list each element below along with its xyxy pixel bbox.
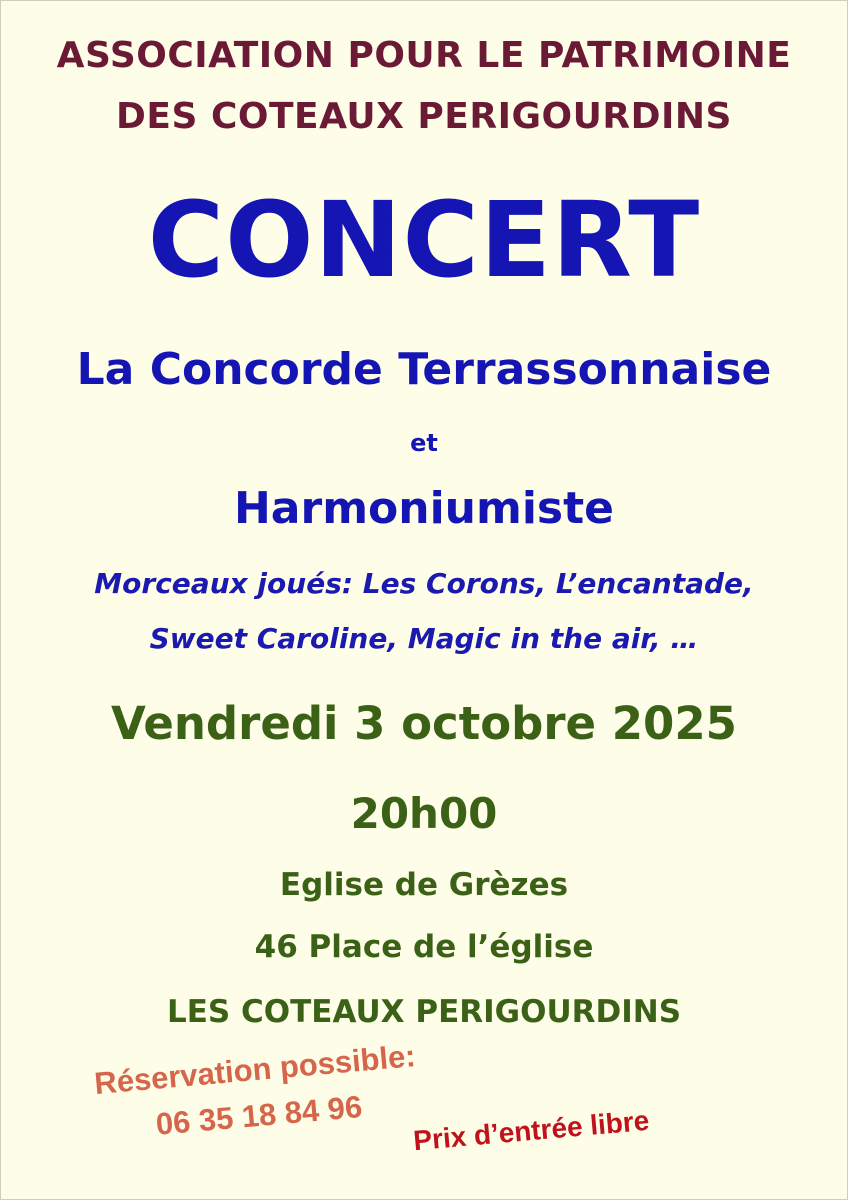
pieces-line-2: Sweet Caroline, Magic in the air, … — [149, 622, 699, 655]
venue-address: 46 Place de l’église — [254, 929, 594, 965]
event-date: Vendredi 3 octobre 2025 — [111, 697, 737, 750]
event-time: 20h00 — [350, 789, 498, 838]
performers-conjunction: et — [410, 429, 438, 457]
second-performer: Harmoniumiste — [233, 483, 614, 534]
poster-title: CONCERT — [147, 179, 701, 301]
venue-town: LES COTEAUX PERIGOURDINS — [166, 994, 682, 1030]
association-name-line-1: ASSOCIATION POUR LE PATRIMOINE — [56, 35, 792, 76]
reservation-phone: 06 35 18 84 96 — [154, 1088, 364, 1142]
band-name: La Concorde Terrassonnaise — [76, 344, 772, 395]
association-name-line-2: DES COTEAUX PERIGOURDINS — [116, 96, 732, 137]
entry-price: Prix d’entrée libre — [412, 1104, 651, 1157]
reservation-label: Réservation possible: — [92, 1038, 417, 1102]
venue-name: Eglise de Grèzes — [279, 867, 569, 903]
pieces-line-1: Morceaux joués: Les Corons, L’encantade, — [94, 567, 754, 600]
